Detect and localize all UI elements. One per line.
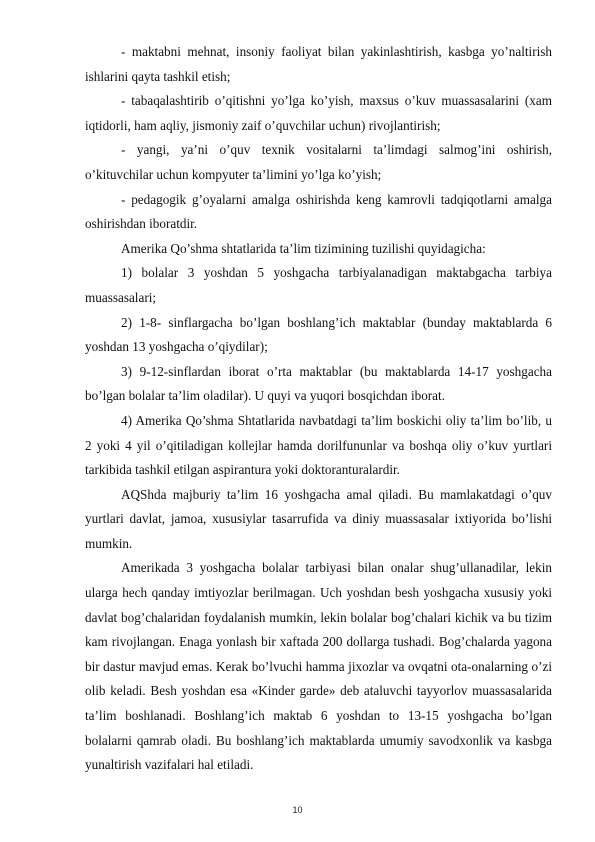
paragraph-secondary: 3) 9-12-sinflardan iborat o’rta maktablar (bu maktablarda 14-17 yoshgacha bo’lgan bolalar ta’lim oladilar). U quyi va yuqori bosqichdan iborat. xyxy=(85,363,552,404)
page-number: 10 xyxy=(292,805,303,815)
paragraph-pedagogical-ideas: - pedagogik g’oyalarni amalga oshirishda keng kamrovli tadqiqotlarni amalga oshirishdan iboratdir. xyxy=(85,191,552,232)
paragraph-differentiated: - tabaqalashtirib o’qitishni yo’lga ko’yish, maxsus o’kuv muassasalarini (xam iqtidorli, ham aqliy, jismoniy zaif o’quvchilar uchun) rivojlantirish; xyxy=(85,93,552,133)
paragraph-preschool: 1) bolalar 3 yoshdan 5 yoshgacha tarbiyalanadigan maktabgacha tarbiya muassasalari; xyxy=(85,265,552,305)
paragraph-early-childhood: Amerikada 3 yoshgacha bolalar tarbiyasi bilan onalar shug’ullanadilar, lekin ularga hech qanday imtiyozlar berilmagan. Uch yoshdan besh yoshgacha xususiy yoki davlat bog’chalaridan foydalanish mumkin, lekin bolalar bog’chalari kichik va bu tizim kam rivojlangan. Enaga yonlash bir xaftada 200 dollarga tushadi. Bog’chalarda yagona bir dastur mavjud emas. Kerak bo’lvuchi hamma jixozlar va ovqatni ota-onalarning o’zi olib keladi. Besh yoshdan esa «Kinder garde» deb ataluvchi tayyorlov muassasalarida ta’lim boshlanadi. Boshlang’ich maktab 6 yoshdan to 13-15 yoshgacha bo’lgan bolalarni qamrab oladi. Bu boshlang’ich maktablarda umumiy savodxonlik va kasbga yunaltirish vazifalari hal etiladi. xyxy=(85,560,552,773)
paragraph-compulsory: AQShda majburiy ta’lim 16 yoshgacha amal qiladi. Bu mamlakatdagi o’quv yurtlari davlat, jamoa, xususiylar tasarrufida va diniy muassasalar ixtiyorida bo’lishi mumkin. xyxy=(85,486,552,551)
paragraph-technical-means: - yangi, ya’ni o’quv texnik vositalarni ta’limdagi salmog’ini oshirish, o’kituvchilar uchun kompyuter ta’limini yo’lga ko’yish; xyxy=(85,142,552,182)
paragraph-vocational: - maktabni mehnat, insoniy faoliyat bilan yakinlashtirish, kasbga yo’naltirish ishlarini qayta tashkil etish; xyxy=(85,44,552,84)
paragraph-usa-structure: Amerika Qo’shma shtatlarida ta’lim tizimining tuzilishi quyidagicha: xyxy=(121,240,486,256)
paragraph-primary: 2) 1-8- sinflargacha bo’lgan boshlang’ich maktablar (bunday maktablarda 6 yoshdan 13 yoshgacha o’qiydilar); xyxy=(85,314,552,355)
document-body xyxy=(85,40,552,778)
paragraph-higher: 4) Amerika Qo’shma Shtatlarida navbatdagi ta’lim boskichi oliy ta’lim bo’lib, u 2 yoki 4 yil o’qitiladigan kollejlar hamda dorilfununlar va boshqa oliy o’kuv yurtlari tarkibida tashkil etilgan aspirantura yoki doktoranturalardir. xyxy=(85,412,552,478)
